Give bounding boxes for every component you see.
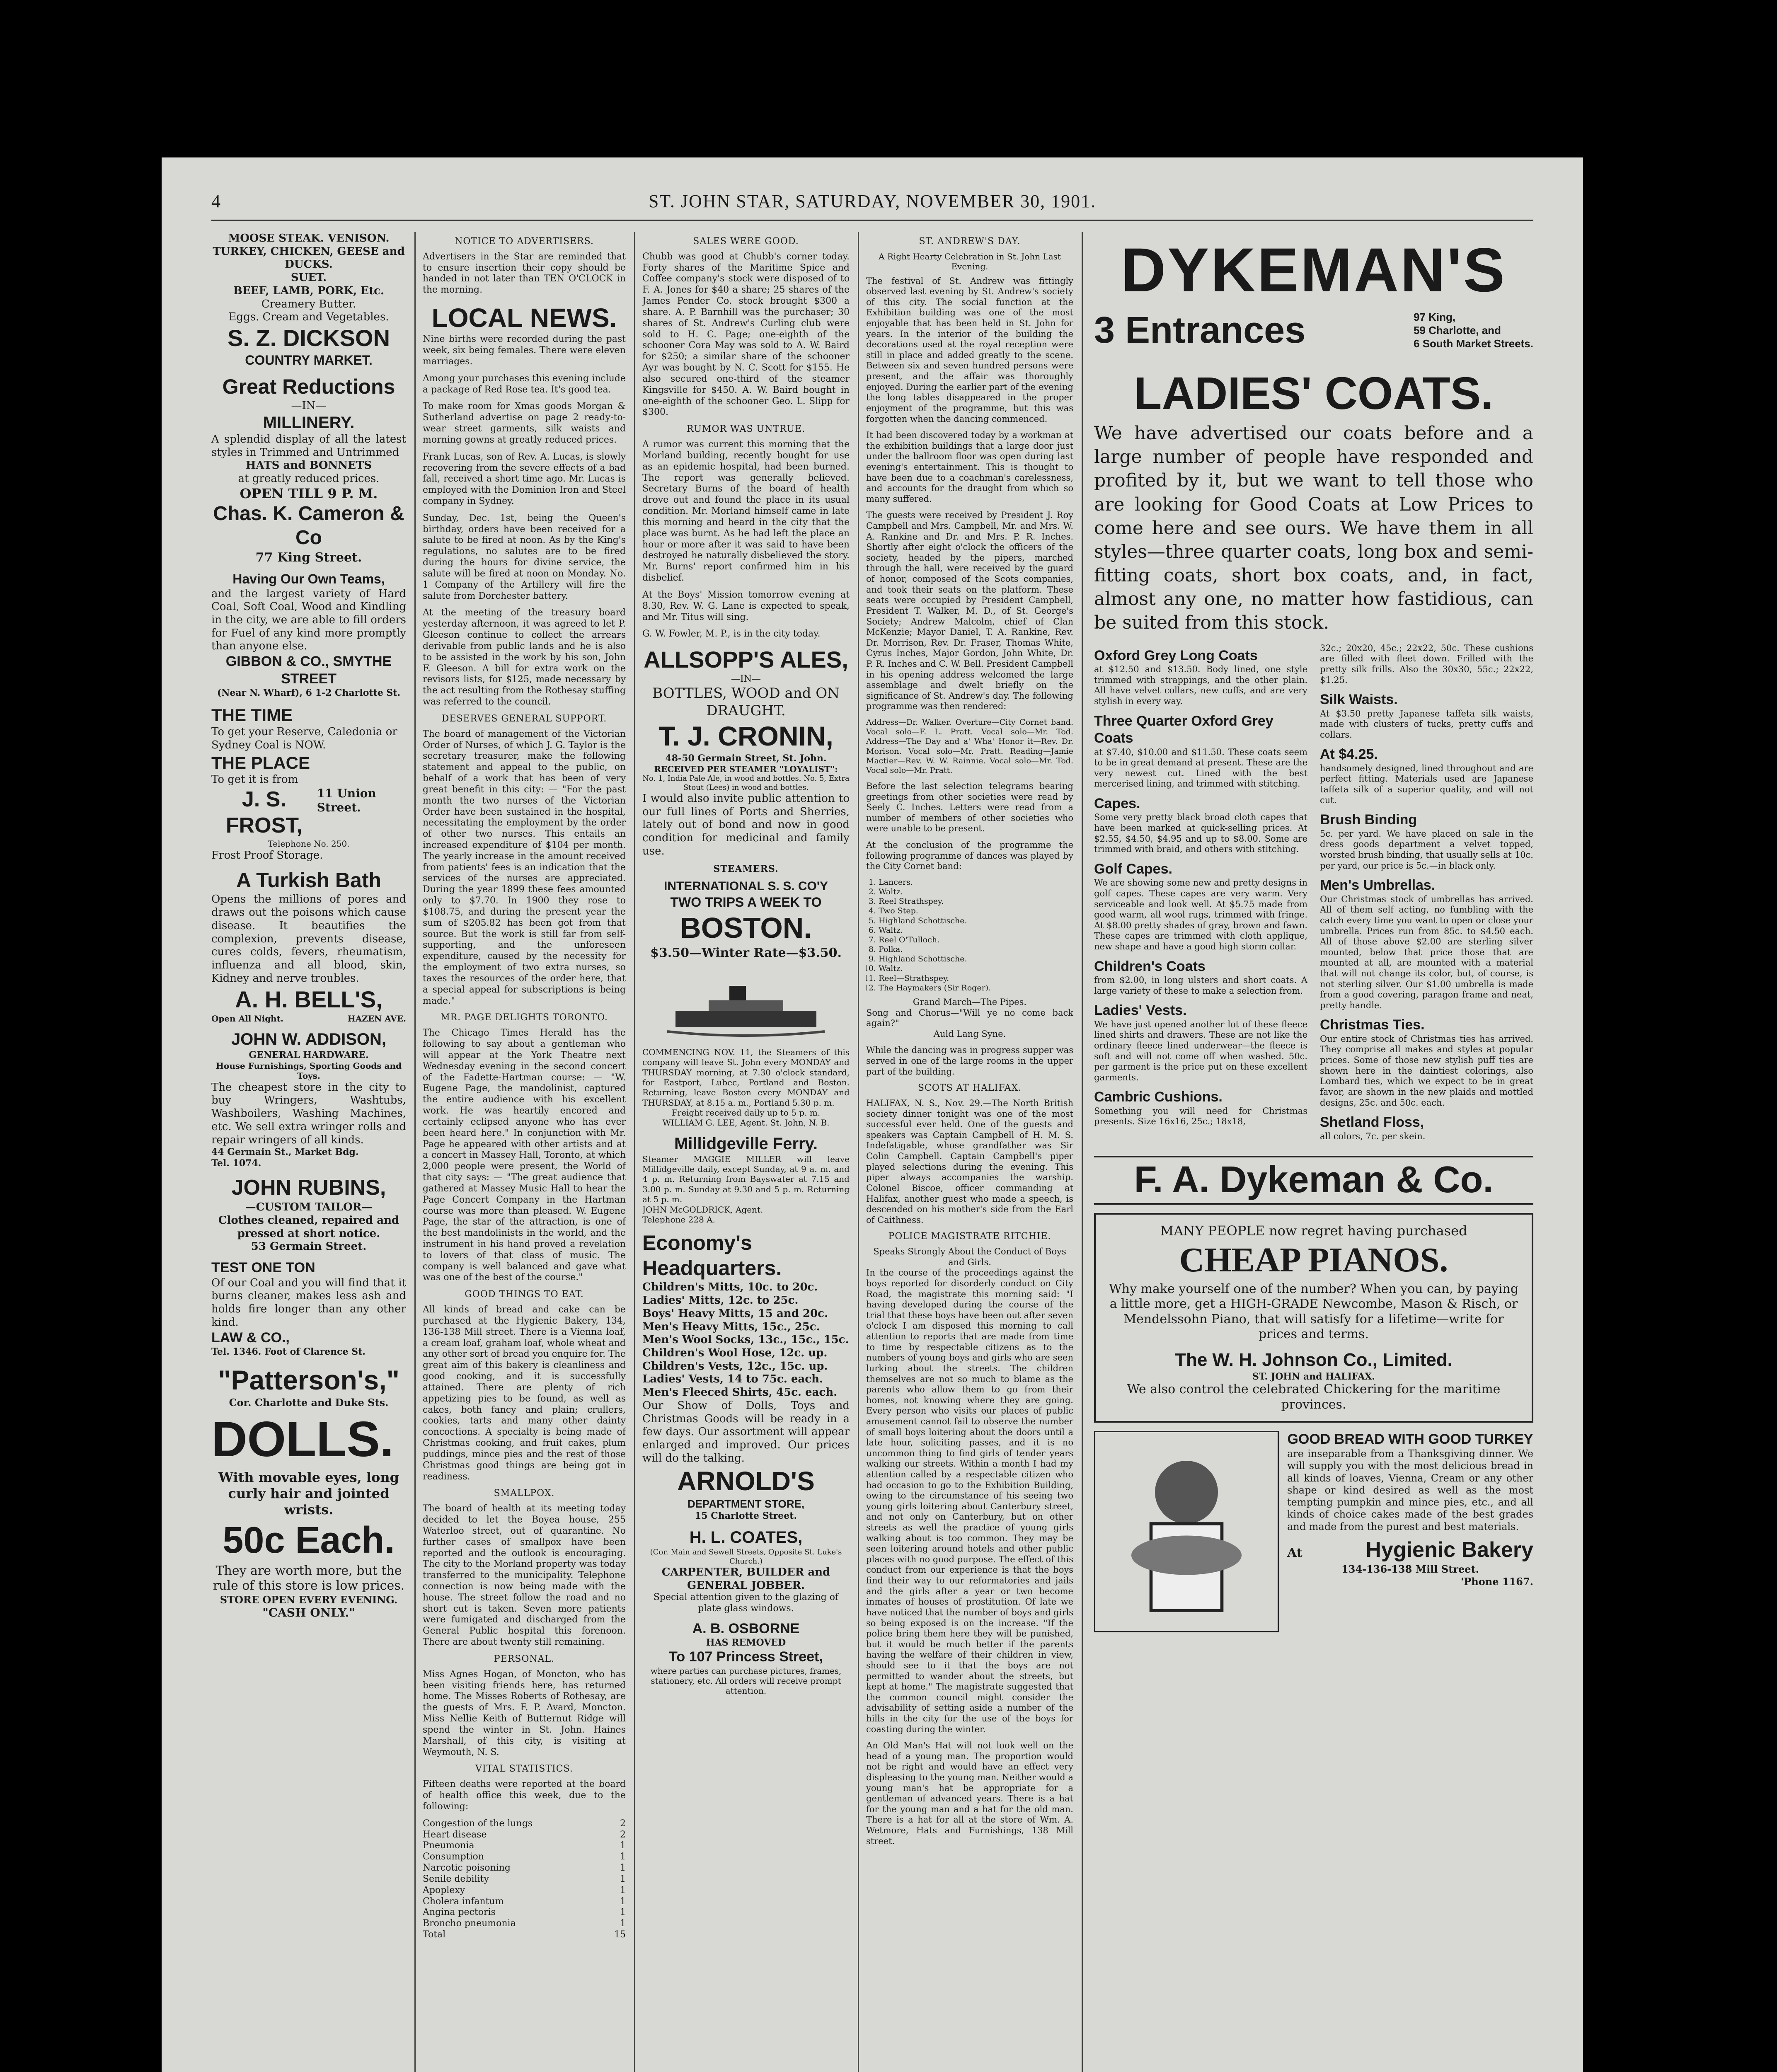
dykeman-item-head: Men's Umbrellas. xyxy=(1320,877,1436,893)
news-paragraph: At the Boys' Mission tomorrow evening at 8.30, Rev. W. G. Lane is expected to speak, and Mr. Titus will sing. xyxy=(642,589,850,622)
price-item: Children's Vests, 12c., 15c. up. xyxy=(642,1360,828,1372)
price-item: Children's Wool Hose, 12c. up. xyxy=(642,1346,828,1359)
ad-title: Millidgeville Ferry. xyxy=(674,1134,818,1153)
ad-body: No. 1, India Pale Ale, in wood and bottles. No. 5, Extra Stout (Lees) in wood and bottles. xyxy=(642,774,850,792)
masthead-rule xyxy=(211,220,1533,221)
ad-body: Special attention given to the glazing of plate glass windows. xyxy=(653,1592,839,1614)
dykeman-item xyxy=(1094,1089,1307,1127)
section-heading: GOOD THINGS TO EAT. xyxy=(465,1289,584,1300)
ad-name: BOSTON. xyxy=(680,911,812,944)
ad-name: ARNOLD'S xyxy=(677,1466,815,1496)
dance-item: 6. Waltz. xyxy=(879,926,1073,935)
programme-list: Address—Dr. Walker. Overture—City Cornet band. Vocal solo—F. L. Pratt. Vocal solo—Mr. Tod. Address—The Day and a' Wha' Honor it—Rev. Dr. Morison. Vocal solo—Mr. Pratt. Reading—Jamie Mactier—Rev. W. W. Rainnie. Vocal solo—Mr. Tod. Vocal solo—Mr. Pratt. xyxy=(866,717,1073,775)
news-paragraph: The guests were received by President J. Roy Campbell and Mrs. Campbell, Mr. and Mrs. W. A. Rankine and Dr. and Mrs. P. R. Inches. Shortly after eight o'clock the officers of the society, headed by the pipers, marched through the hall, were received by the guard of honor, composed of the Scots companies, and took their seats on the platform. These seats were occupied by President Campbell, President T. Walker, M. D., of St. George's Society; Andrew Malcolm, chief of Clan McKenzie; Mayor Daniel, T. A. Rankine, Rev. Dr. Morrison, Rev. Dr. Fraser, Thomas White, Cyrus Inches, Major Gordon, John White, Dr. P. R. Inches and C. W. Bell. President Campbell in his opening address welcomed the large assemblage and dwelt briefly on the significance of St. Andrew's day. The following programme was then rendered: xyxy=(866,510,1073,712)
section-heading: PERSONAL. xyxy=(494,1653,555,1664)
vital-count: 1 xyxy=(620,1852,626,1862)
dance-item: 4. Two Step. xyxy=(879,906,1073,916)
ad-line: ST. JOHN and HALIFAX. xyxy=(1252,1371,1375,1382)
law-ad xyxy=(211,1259,406,1358)
ad-body: To get it is from xyxy=(211,773,298,786)
masthead xyxy=(162,191,1583,224)
masthead-title: ST. JOHN STAR, SATURDAY, NOVEMBER 30, 1901. xyxy=(648,191,1097,211)
vital-cause: Angina pectoris xyxy=(423,1907,496,1918)
ad-line: Creamery Butter. xyxy=(261,298,356,310)
price-item: Ladies' Mitts, 12c. to 25c. xyxy=(642,1294,799,1307)
price-item: Men's Heavy Mitts, 15c., 25c. xyxy=(642,1320,820,1333)
news-paragraph: All kinds of bread and cake can be purchased at the Hygienic Bakery, 134, 136-138 Mill street. There is a Vienna loaf, a cream loaf, graham loaf, whole wheat and any other sort of bread you enquire for. The great aim of this bakery is cleanliness and good cooking, and it is successfully attained. There are plenty of rich appetizing pies to be found, as well as cakes, both fancy and plain; crullers, cookies, tarts and many other dainty concoctions. A specialty is being made of Christmas cooking, and fruit cakes, plum puddings, mince pies and the rest of those Christmas good things are being got in readiness. xyxy=(423,1305,626,1482)
dykeman-item-body: We have just opened another lot of these fleece lined shirts and drawers. These are not like the ordinary fleece lined underwear—the fleece is soft and will not come off when washed. 50c. per garment is the price put on these excellent garments. xyxy=(1094,1019,1307,1082)
dykeman-item xyxy=(1094,647,1307,707)
dance-list xyxy=(879,878,1073,993)
vital-row xyxy=(423,1874,626,1885)
dykeman-item xyxy=(1094,1002,1307,1083)
ad-name: J. S. FROST, xyxy=(225,787,303,838)
programme-item: Song and Chorus—"Will ye no come back again?" xyxy=(866,1007,1073,1029)
ad-line: (Cor. Main and Sewell Streets, Opposite St. Luke's Church.) xyxy=(650,1547,842,1566)
news-paragraph: Sunday, Dec. 1st, being the Queen's birthday, orders have been received for a salute to be fired at noon. As by the King's regulations, no salutes are to be fired during the hours for divine service, the salute will be fired at noon on Monday. No. 1 Company of the Artillery will fire the salute from Dorchester battery. xyxy=(423,513,626,601)
dykeman-item-head: At $4.25. xyxy=(1320,746,1378,762)
dance-item: 5. Highland Schottische. xyxy=(879,916,1073,926)
ladies-coats-body: We have advertised our coats before and a large number of people have responded and profited by it, but we want to tell those who are looking for Good Coats at Low Prices to come here and see ours. We have them in all styles—three quarter coats, long box and semi-fitting coats, short box coats, and, in fact, almost any one, no matter how fastidious, can be suited from this stock. xyxy=(1094,422,1533,634)
ad-body: where parties can purchase pictures, frames, stationery, etc. All orders will receive prompt attention. xyxy=(650,1665,842,1696)
patterson-ad xyxy=(211,1363,406,1620)
dykeman-item-head: Capes. xyxy=(1094,795,1140,811)
dance-item: 11. Reel—Strathspey. xyxy=(879,974,1073,983)
news-paragraph: It had been discovered today by a workman at the exhibition buildings that a large door just under the ballroom floor was open during last evening's entertainment. This is thought to have been due to a coachman's carelessness, and accounts for the draught from which so many suffered. xyxy=(866,430,1073,504)
news-paragraph: The Chicago Times Herald has the following to say about a gentleman who will appear at the York Theatre next Wednesday evening in the second concert of the Fadette-Hartman course: — "W. Eugene Page, the mandolinist, captured the entire audience with his excellent work. He was heartily encored and certainly eclipsed anyone who has ever been heard here." In conjunction with Mr. Page he appeared with other artists and at a concert in Massey Hall, Toronto, at which 2,000 people were present, the World of that city says: — "The great audience that gathered at Massey Music Hall to hear the Page Concert Company in the Hartman course was more than pleased. W. Eugene Page, the star of the attraction, is one of the best mandolinists in the world, and the instrument in his hand proved a revelation to lovers of that class of music. The company is well balanced and gave what was one of the best of the course." xyxy=(423,1028,626,1283)
dykeman-item-body: Some very pretty black broad cloth capes that have been marked at quick-selling prices. At $2.55, $4.50, $4.95 and up to $8.00. Some are trimmed with braid, and others with stitching. xyxy=(1094,812,1307,854)
section-heading: SCOTS AT HALIFAX. xyxy=(918,1083,1022,1094)
section-heading: STEAMERS. xyxy=(713,864,779,875)
ad-name: JOHN W. ADDISON, xyxy=(231,1030,387,1049)
dykeman-right-column xyxy=(1320,643,1533,1148)
ad-line: JOHN McGOLDRICK, Agent. xyxy=(642,1204,763,1215)
vital-cause: Narcotic poisoning xyxy=(423,1863,511,1874)
column-5 xyxy=(1094,232,1533,2072)
vital-row xyxy=(423,1885,626,1896)
ad-body: and the largest variety of Hard Coal, Soft Coal, Wood and Kindling in the city, we are able to fill orders for Fuel of any kind more promptly than anyone else. xyxy=(211,587,406,653)
ad-line: HAS REMOVED xyxy=(706,1637,786,1648)
dykeman-item xyxy=(1094,861,1307,952)
vital-row xyxy=(423,1896,626,1907)
ad-line: STORE OPEN EVERY EVENING. xyxy=(220,1594,398,1606)
ad-line: 53 Germain Street. xyxy=(251,1240,367,1253)
vital-cause: Consumption xyxy=(423,1852,484,1862)
ad-line: 77 King Street. xyxy=(255,550,362,565)
dykeman-item-body: from $2.00, in long ulsters and short coats. A large variety of these to make a selection from. xyxy=(1094,975,1307,996)
ad-sub: CARPENTER, BUILDER and GENERAL JOBBER. xyxy=(661,1566,830,1592)
vital-count: 1 xyxy=(620,1907,626,1918)
ad-line: 44 Germain St., Market Bdg. xyxy=(211,1147,359,1158)
vital-count: 1 xyxy=(620,1840,626,1851)
column-rule xyxy=(634,232,635,2072)
ad-sub: DRAUGHT. xyxy=(706,702,786,719)
ad-title: A Turkish Bath xyxy=(236,869,382,892)
dickson-ad xyxy=(211,232,406,368)
news-paragraph: An Old Man's Hat will not look well on the head of a young man. The proportion would not be right and would have an effect very displeasing to the young man. Neither would a young man's hat be appropriate for a gentleman of advanced years. There is a hat for the young man and a hat for the old man. There is a hat for all at the store of Wm. A. Wetmore, Hats and Furnishings, 138 Mill street. xyxy=(866,1740,1073,1846)
column-rule xyxy=(414,232,416,2072)
programme-item: Grand March—The Pipes. xyxy=(913,997,1027,1007)
coates-ad xyxy=(642,1527,850,1615)
vital-row xyxy=(423,1863,626,1874)
vital-row xyxy=(423,1840,626,1852)
ad-line: OPEN TILL 9 P. M. xyxy=(240,485,378,501)
vital-row xyxy=(423,1918,626,1929)
steamship-illustration xyxy=(667,961,825,1044)
news-paragraph: A rumor was current this morning that the Morland building, recently bought for use as an epidemic hospital, had been burned. The report was generally believed. Secretary Burns of the board of health drove out and found the place in its usual condition. Mr. Morland himself came in late this morning and heard in the city that the place was burnt. As he had left the place an hour or more after it was said to have been destroyed he naturally disbelieved the story. Mr. Burns' report confirmed him in his disbelief. xyxy=(642,439,850,583)
ad-body: The cheapest store in the city to buy Wringers, Washtubs, Washboilers, Washing Machines, etc. We sell extra wringer rolls and repair wringers of all kinds. xyxy=(211,1081,406,1146)
international-ad xyxy=(642,879,850,1128)
ad-name: A. B. OSBORNE xyxy=(692,1620,800,1636)
dykeman-item xyxy=(1320,643,1533,685)
vital-count: 1 xyxy=(620,1874,626,1884)
vital-count: 1 xyxy=(620,1896,626,1907)
section-heading: SMALLPOX. xyxy=(494,1488,555,1499)
news-paragraph: At the meeting of the treasury board yesterday afternoon, it was agreed to let P. Gleeson continue to collect the arrears derivable from public lands and he is also to be assisted in the work by his son, John F. Gleeson. A bill for extra work on the revisors lists, for $125, made necessary by the act resulting from the Rothesay stuffing was referred to the council. xyxy=(423,608,626,707)
ad-name: Hygienic Bakery xyxy=(1365,1537,1533,1562)
ad-sub: BOTTLES, WOOD and ON xyxy=(652,685,840,702)
ad-line: 'Phone 1167. xyxy=(1460,1575,1533,1588)
price-item: Children's Mitts, 10c. to 20c. xyxy=(642,1281,818,1294)
ladies-coats-title: LADIES' COATS. xyxy=(1134,368,1494,419)
dykeman-item xyxy=(1094,795,1307,855)
vital-cause: Total xyxy=(423,1929,446,1940)
ad-sub: MILLINERY. xyxy=(263,414,355,432)
dykeman-item-body: 5c. per yard. We have placed on sale in the dress goods department a velvet topped, worsted brush binding, that usually sells at 10c. per yard, our price is 5c.—in black only. xyxy=(1320,828,1533,871)
bakery-ad xyxy=(1094,1431,1533,1632)
vital-count: 2 xyxy=(620,1829,626,1840)
allsopp-ad xyxy=(642,646,850,858)
section-heading: MR. PAGE DELIGHTS TORONTO. xyxy=(441,1012,608,1023)
section-heading: NOTICE TO ADVERTISERS. xyxy=(455,236,594,247)
programme-item: Auld Lang Syne. xyxy=(933,1029,1006,1039)
ad-line: 15 Charlotte Street. xyxy=(695,1510,797,1522)
ad-body: To get your Reserve, Caledonia or Sydney Coal is NOW. xyxy=(211,726,397,751)
ad-line: $3.50—Winter Rate—$3.50. xyxy=(650,946,842,961)
news-paragraph: Nine births were recorded during the past week, six being females. There were eleven marriages. xyxy=(423,334,626,367)
ad-title: THE TIME xyxy=(211,705,293,725)
dance-item: 2. Waltz. xyxy=(879,887,1073,897)
section-heading: RUMOR WAS UNTRUE. xyxy=(686,424,806,435)
dykeman-item-head: Brush Binding xyxy=(1320,812,1417,828)
dykeman-item-body: Our entire stock of Christmas ties has arrived. They comprise all makes and styles at popular prices. Some of those new stylish puff ties are shown here in the daintiest colorings, also Lombard ties, which we expect to be in great favor, are shown in the new plaids and mottled designs, 25c. and 50c. each. xyxy=(1320,1034,1533,1108)
ad-body: They are worth more, but the rule of this store is low prices. xyxy=(213,1563,405,1593)
ad-title: Having Our Own Teams, xyxy=(232,571,385,587)
ad-line: MOOSE STEAK. VENISON. xyxy=(228,232,390,244)
news-paragraph: The board of management of the Victorian Order of Nurses, of which J. G. Taylor is the secretary treasurer, make the following statement and appeal to the public, on behalf of a work that has been of very great benefit in this city: — "For the past month the two nurses of the Victorian Order have been sustained in the hospital, necessitating the employment by the order of other two nurses. This entails an increased expenditure of $104 per month. The yearly increase in the amount received from patients' fees is an indication that the services of the nurses are appreciated. During the year 1899 these fees amounted only to $7.70. In 1900 they rose to $108.75, and during the present year the sum of $205.82 has been got from that source. But the work is still far from self-supporting, and the unforeseen expenditure, caused by the necessity for the employment of two extra nurses, so taxes the resources of the order here, that a special appeal for subscriptions is being made." xyxy=(423,729,626,1006)
ad-title: THE PLACE xyxy=(211,753,310,772)
ad-body: We also control the celebrated Chickering for the maritime provinces. xyxy=(1127,1382,1501,1412)
vital-cause: Pneumonia xyxy=(423,1840,475,1851)
section-heading: DESERVES GENERAL SUPPORT. xyxy=(441,713,607,724)
dykeman-item xyxy=(1320,691,1533,740)
price-item: Boys' Heavy Mitts, 15 and 20c. xyxy=(642,1307,828,1320)
millinery-ad xyxy=(211,374,406,565)
gibbon-ad xyxy=(211,571,406,698)
vital-cause: Broncho pneumonia xyxy=(423,1918,516,1929)
ad-sub: COUNTRY MARKET. xyxy=(245,353,373,368)
vital-row xyxy=(423,1929,626,1941)
ad-line: 134-136-138 Mill Street. xyxy=(1341,1563,1479,1576)
dykeman-title: DYKEMAN'S xyxy=(1121,235,1507,305)
news-paragraph: Chubb was good at Chubb's corner today. Forty shares of the Maritime Spice and Coffee company's stock were disposed of to F. A. Jones for $40 a share; 25 shares of the James Pender Co. stock brought $300 a share. A. P. Barnhill was the purchaser; 30 shares of St. Andrew's Curling club were sold to H. C. Page; one-eighth of the schooner Cora May was sold to A. W. Baird for $250; a similar share of the schooner Ayr was bought by N. C. Scott for $155. He also secured one-third of the steamer Kingsville for $450. A. W. Baird bought in one-eighth of the schooner Geo. L. Slipp for $300. xyxy=(642,251,850,418)
dykeman-item xyxy=(1094,958,1307,997)
ad-body: Our Show of Dolls, Toys and Christmas Goods will be ready in a few days. Our assortment will appear enlarged and improved. Our prices will do the talking. xyxy=(642,1399,850,1464)
ad-body: Steamer MAGGIE MILLER will leave Millidgeville daily, except Sunday, at 9 a. m. and 4 p. m. Returning from Bayswater at 7.15 and 3.00 p. m. Sunday at 9.30 and 5 p. m. Returning at 5 p. m. xyxy=(642,1154,850,1205)
ad-name: JOHN RUBINS, xyxy=(231,1175,386,1200)
section-subheading: Speaks Strongly About the Conduct of Boys and Girls. xyxy=(873,1247,1066,1267)
vital-count: 2 xyxy=(620,1818,626,1829)
ad-title: TEST ONE TON xyxy=(211,1260,315,1276)
vital-count: 15 xyxy=(614,1929,626,1940)
column-1 xyxy=(211,232,406,2072)
ad-line: House Furnishings, Sporting Goods and Toys. xyxy=(216,1060,402,1081)
vital-count: 1 xyxy=(620,1918,626,1929)
news-paragraph: In the course of the proceedings against the boys reported for disorderly conduct on City Road, the magistrate this morning said: "I having developed during the course of the trial that these boys have been out after seven o'clock I am disposed this morning to call attention to reports that are made from time to time by respectable citizens as to the numbers of young boys and girls who are seen lurking about the streets. The children themselves are not so much to blame as the parents who allow them to go from their homes, not knowing where they are going. Every person who visits our places of public amusement cannot fail to observe the number of small boys loitering about the doors until a late hour, soliciting passes, and it is no uncommon thing to find girls of tender years walking our streets. Within a month I had my attention called by a respectable citizen who had occasion to go to the Exhibition Building, owing to the circumstance of his seeing two young girls loitering about Canterbury street, and not only on Canterbury, but on other streets as well the practice of young girls walking about is too common. They may be seen loitering around hotels and other public places with no good purpose. The effect of this conduct from our experience is that the boys find their way to our reformatories and jails and the girls after a year or two become inmates of houses of prostitution. Of late we have noticed that the number of boys and girls so being exposed is on the increase. "If the police bring them here they will be punished, but it would be much better if the parents having the welfare of their children in view, should see to it that the boys are not permitted to wander about the streets, but kept at home." The magistrate suggested that the common council might consider the advisability of setting aside a number of the hills in the city for the use of the boys for coasting during the winter. xyxy=(866,1268,1073,1734)
dykeman-item-head: Shetland Floss, xyxy=(1320,1114,1424,1130)
column-3 xyxy=(642,232,850,2072)
ad-title: CHEAP PIANOS. xyxy=(1179,1241,1448,1280)
price-item: Ladies' Vests, 14 to 75c. each. xyxy=(642,1373,823,1386)
ad-body: Why make yourself one of the number? When you can, by paying a little more, get a HIGH-GRADE Newcombe, Mason & Risch, or Mendelssohn Piano, that will satisfy for a lifetime—write for prices and terms. xyxy=(1109,1281,1519,1342)
ad-name: LAW & CO., xyxy=(211,1329,290,1346)
ad-body: A splendid display of all the latest styles in Trimmed and Untrimmed xyxy=(211,433,406,459)
column-rule xyxy=(1082,232,1083,2072)
price-label: 50c Each. xyxy=(223,1520,395,1561)
dance-item: 9. Highland Schottische. xyxy=(879,954,1073,964)
column-4 xyxy=(866,232,1073,2072)
dykeman-item-body: Something you will need for Christmas presents. Size 16x16, 25c.; 18x18, xyxy=(1094,1106,1307,1127)
dykeman-item-head: Children's Coats xyxy=(1094,958,1206,974)
ad-line: HATS and BONNETS xyxy=(245,459,372,472)
vital-cause: Senile debility xyxy=(423,1874,489,1884)
address-line: 6 South Market Streets. xyxy=(1414,337,1533,350)
ad-name: The W. H. Johnson Co., Limited. xyxy=(1175,1349,1453,1370)
news-paragraph: Among your purchases this evening include a package of Red Rose tea. It's good tea. xyxy=(423,373,626,395)
notice-body: Advertisers in the Star are reminded that to ensure insertion their copy should be handed in not later than TEN O'CLOCK in the morning. xyxy=(423,251,626,295)
news-paragraph: At the conclusion of the programme the following programme of dances was played by the City Cornet band: xyxy=(866,840,1073,871)
ad-line: 11 Union Street. xyxy=(317,786,376,814)
address-line: 59 Charlotte, and xyxy=(1414,324,1501,337)
vital-row xyxy=(423,1907,626,1918)
ad-title: GOOD BREAD WITH GOOD TURKEY xyxy=(1287,1431,1533,1447)
ad-line: Cor. Charlotte and Duke Sts. xyxy=(229,1397,389,1409)
ad-line: Telephone No. 250. xyxy=(268,839,350,849)
frost-ad xyxy=(211,704,406,862)
dance-item: 10. Waltz. xyxy=(879,964,1073,973)
news-paragraph: Miss Agnes Hogan, of Moncton, who has been visiting friends here, has returned home. The Misses Roberts of Rothesay, are the guests of Mrs. F. P. Avard, Moncton. Miss Nellie Keith of Butternut Ridge will spend the winter in St. John. Haines Marshall, of this city, is visiting at Weymouth, N. S. xyxy=(423,1669,626,1757)
ad-name: S. Z. DICKSON xyxy=(227,325,390,351)
dykeman-item-head: Christmas Ties. xyxy=(1320,1017,1425,1033)
price-list xyxy=(642,1281,850,1399)
vital-row xyxy=(423,1818,626,1830)
ad-sub: DEPARTMENT STORE, xyxy=(687,1497,805,1510)
ad-body: Opens the millions of pores and draws out the poisons which cause disease. It beautifies the complexion, prevents disease, cures colds, fevers, rheumatism, influenza and all blood, skin, Kidney and nerve troubles. xyxy=(211,893,406,985)
dykeman-item-head: Three Quarter Oxford Grey Coats xyxy=(1094,713,1273,746)
ad-name: H. L. COATES, xyxy=(689,1528,803,1547)
dykeman-item xyxy=(1320,1017,1533,1108)
ad-title: DOLLS. xyxy=(211,1411,394,1467)
ad-title: INTERNATIONAL S. S. CO'Y xyxy=(663,879,828,893)
rubins-ad xyxy=(211,1175,406,1254)
vital-statistics-table xyxy=(423,1818,626,1941)
section-heading: ST. ANDREW'S DAY. xyxy=(919,236,1021,247)
pianos-ad xyxy=(1094,1213,1533,1423)
ad-body: are inseparable from a Thanksgiving dinner. We will supply you with the most delicious bread in all kinds of loaves, Vienna, Cream or any other shape or kind desired as well as the most tempting pumpkin and mince pies, etc., and all kinds of choice cakes made of the best grades and made from the purest and best materials. xyxy=(1287,1448,1533,1532)
ad-title: ALLSOPP'S ALES, xyxy=(644,646,848,673)
ad-line: TURKEY, CHICKEN, GEESE and DUCKS. xyxy=(213,245,405,271)
ad-body: I would also invite public attention to our full lines of Ports and Sherries, lately out of bond and now in good condition for medicinal and family use. xyxy=(642,792,850,857)
ad-line: (Near N. Wharf), 6 1-2 Charlotte St. xyxy=(217,687,401,699)
ad-line: BEEF, LAMB, PORK, Etc. xyxy=(233,284,385,297)
ad-line: Frost Proof Storage. xyxy=(211,849,323,862)
section-subheading: A Right Hearty Celebration in St. John Last Evening. xyxy=(879,251,1061,272)
ad-title: Economy's Headquarters. xyxy=(642,1231,782,1280)
ad-line: Tel. 1074. xyxy=(211,1158,261,1169)
section-heading: POLICE MAGISTRATE RITCHIE. xyxy=(888,1231,1051,1242)
vital-row xyxy=(423,1830,626,1841)
dykeman-item xyxy=(1094,713,1307,789)
dance-item: 3. Reel Strathspey. xyxy=(879,897,1073,906)
dykeman-item-head: Silk Waists. xyxy=(1320,692,1398,708)
dykeman-item xyxy=(1320,811,1533,871)
vital-cause: Cholera infantum xyxy=(423,1896,504,1907)
news-paragraph: G. W. Fowler, M. P., is in the city today. xyxy=(642,629,821,639)
addison-ad xyxy=(211,1029,406,1169)
dykeman-item-body: handsomely designed, lined throughout and are perfect fitting. Materials used are Japanese taffeta silk of a superior quality, and will not cut. xyxy=(1320,763,1533,805)
osborne-ad xyxy=(642,1620,850,1696)
ad-name: GIBBON & CO., SMYTHE STREET xyxy=(225,654,392,687)
dykeman-firm: F. A. Dykeman & Co. xyxy=(1094,1156,1533,1205)
ad-line: Freight received daily up to 5 p. m. xyxy=(671,1108,821,1118)
dykeman-item-body: 32c.; 20x20, 45c.; 22x22, 50c. These cushions are filled with fleet down. Frilled with the pretty silk frills. Also the 30x30, 55c.; 22x22, $1.25. xyxy=(1320,643,1533,685)
dykeman-item-body: at $12.50 and $13.50. Body lined, one style trimmed with strappings, and the other plain. All have velvet collars, new cuffs, and are very stylish in every way. xyxy=(1094,664,1307,706)
ad-name: T. J. CRONIN, xyxy=(659,721,833,752)
ad-name: "Patterson's," xyxy=(218,1364,399,1395)
ad-line: WILLIAM G. LEE, Agent. St. John, N. B. xyxy=(662,1118,830,1128)
news-paragraph: The board of health at its meeting today decided to let the Boyea house, 255 Waterloo street, out of quarantine. No further cases of smallpox have been reported and the outlook is encouraging. The city to the Morland property was today transferred to the municipality. Telephone connection is now being made with the house. The street follow the road and no short cut is taken. Seven more patients were fumigated and discharged from the General Public hospital this forenoon. There are about twenty still remaining. xyxy=(423,1503,626,1648)
ad-name: Chas. K. Cameron & Co xyxy=(213,502,404,549)
ad-sub: To 107 Princess Street, xyxy=(669,1649,823,1665)
vital-cause: Congestion of the lungs xyxy=(423,1818,533,1829)
ad-line: SUET. xyxy=(291,271,327,284)
ad-body: Clothes cleaned, repaired and pressed at short notice. xyxy=(218,1214,399,1240)
ad-title: Great Reductions xyxy=(222,375,395,399)
ad-line: HAZEN AVE. xyxy=(347,1013,406,1024)
ad-line: —IN— xyxy=(731,674,761,685)
ad-line: RECEIVED PER STEAMER "LOYALIST": xyxy=(654,764,838,774)
news-paragraph: Frank Lucas, son of Rev. A. Lucas, is slowly recovering from the severe effects of a bad fall, received a short time ago. Mr. Lucas is employed with the Dominion Iron and Steel company in Sydney. xyxy=(423,451,626,506)
baker-illustration xyxy=(1094,1431,1279,1632)
news-paragraph: To make room for Xmas goods Morgan & Sutherland advertise on page 2 ready-to-wear street garments, silk waists and morning gowns at greatly reduced prices. xyxy=(423,401,626,445)
ad-line: Open All Night. xyxy=(211,1013,283,1024)
entrances-label: 3 Entrances xyxy=(1094,310,1306,351)
ad-sub: GENERAL HARDWARE. xyxy=(249,1050,369,1061)
dance-item: 12. The Haymakers (Sir Roger). xyxy=(879,983,1073,993)
vital-count: 1 xyxy=(620,1863,626,1874)
ad-sub: TWO TRIPS A WEEK TO xyxy=(670,894,822,910)
millidgeville-ad xyxy=(642,1134,850,1225)
ad-line: At xyxy=(1287,1545,1302,1560)
dykeman-items xyxy=(1094,643,1533,1148)
page-number: 4 xyxy=(211,191,221,211)
dykeman-item-body: Our Christmas stock of umbrellas has arrived. All of them self acting, no fumbling with the catch every time you want to open or close your umbrella. Prices run from 85c. to $4.50 each. All of those above $2.00 are sterling silver mounted, below that price those that are mounted at all, are mounted with a material that will not change its color, but, of course, is not sterling silver. Our $1.00 umbrella is made from a good covering, paragon frame and neat, pretty handle. xyxy=(1320,894,1533,1010)
turkish-bath-ad xyxy=(211,868,406,1024)
news-paragraph: Fifteen deaths were reported at the board of health office this week, due to the following: xyxy=(423,1779,626,1812)
dykeman-left-column xyxy=(1094,643,1307,1148)
economy-ad xyxy=(642,1230,850,1522)
section-heading: SALES WERE GOOD. xyxy=(693,236,799,247)
ad-name: A. H. BELL'S, xyxy=(235,986,383,1012)
dykeman-item-body: all colors, 7c. per skein. xyxy=(1320,1131,1426,1141)
section-title: LOCAL NEWS. xyxy=(431,303,617,333)
dykeman-item xyxy=(1320,877,1533,1011)
address-line: 97 King, xyxy=(1414,311,1456,324)
ad-line: Telephone 228 A. xyxy=(642,1215,715,1225)
column-2 xyxy=(423,232,626,2072)
dance-item: 8. Polka. xyxy=(879,945,1073,954)
ad-line: 48-50 Germain Street, St. John. xyxy=(665,753,827,764)
dykeman-item-body: We are showing some new and pretty designs in golf capes. These capes are very warm. Very serviceable and look well. At $5.75 made from good warm, all wool rugs, trimmed with fringe. At $8.00 pretty shades of gray, brown and fawn. These capes are trimmed with cloth applique, new shape and have a good high storm collar. xyxy=(1094,878,1307,951)
news-paragraph: HALIFAX, N. S., Nov. 29.—The North British society dinner tonight was one of the most successful ever held. One of the guests and speakers was Captain Campbell of H. M. S. Indefatigable, whose grandfather was Sir Colin Campbell. Captain Campbell's piper played selections during the evening. This piper always accompanies the warship. Colonel Biscoe, officer commanding at Halifax, another guest who made a speech, is descended on his mother's side from the Earl of Caithness. xyxy=(866,1098,1073,1225)
vital-count: 1 xyxy=(620,1885,626,1895)
newspaper-page xyxy=(162,157,1583,2072)
dykeman-item xyxy=(1320,746,1533,806)
ad-body: With movable eyes, long curly hair and jointed wrists. xyxy=(218,1469,399,1518)
ad-body: Of our Coal and you will find that it burns cleaner, makes less ash and holds fire longer than any other kind. xyxy=(211,1276,406,1329)
dykeman-item xyxy=(1320,1114,1533,1142)
vital-row xyxy=(423,1852,626,1863)
ad-body: COMMENCING NOV. 11, the Steamers of this company will leave St. John every MONDAY and THURSDAY morning, at 7.30 o'clock standard, for Eastport, Lubec, Portland and Boston. Returning, leave Boston every MONDAY and THURSDAY, at 8.15 a. m., Portland 5.30 p. m. xyxy=(642,1047,850,1108)
ad-sub: —CUSTOM TAILOR— xyxy=(245,1201,373,1214)
section-heading: VITAL STATISTICS. xyxy=(475,1764,573,1774)
dykeman-item-head: Golf Capes. xyxy=(1094,861,1172,877)
dykeman-item-body: at $7.40, $10.00 and $11.50. These coats seem to be in great demand at present. These are the very newest cut. Lined with the best mercerised lining, and trimmed with stitching. xyxy=(1094,747,1307,789)
column-rule xyxy=(858,232,859,2072)
ad-line: Tel. 1346. Foot of Clarence St. xyxy=(211,1346,366,1357)
price-item: Men's Fleeced Shirts, 45c. each. xyxy=(642,1386,838,1399)
dykeman-item-head: Ladies' Vests. xyxy=(1094,1002,1187,1019)
ad-line: "CASH ONLY." xyxy=(262,1606,355,1620)
ad-line: —IN— xyxy=(291,399,327,412)
vital-cause: Heart disease xyxy=(423,1829,487,1840)
ad-line: MANY PEOPLE now regret having purchased xyxy=(1160,1223,1467,1239)
dykeman-item-head: Oxford Grey Long Coats xyxy=(1094,647,1258,663)
ad-line: Eggs. Cream and Vegetables. xyxy=(228,311,389,324)
news-paragraph: The festival of St. Andrew was fittingly observed last evening by St. Andrew's society of this city. The social function at the Exhibition building was one of the most enjoyable that has been held in St. John for years. In the interior of the building the decorations used at the royal reception were still in place and added greatly to the scene. Between six and seven hundred persons were present, and the affair was thoroughly enjoyed. During the earlier part of the evening the long tables disappeared in the proper enjoyment of the programme, but this was forgotten when the dancing commenced. xyxy=(866,276,1073,424)
ad-line: at greatly reduced prices. xyxy=(238,472,380,485)
news-paragraph: Before the last selection telegrams bearing greetings from other societies were read by Seely C. Inches. Letters were read from a number of members of other societies who were unable to be present. xyxy=(866,781,1073,834)
dykeman-item-head: Cambric Cushions. xyxy=(1094,1089,1223,1105)
vital-cause: Apoplexy xyxy=(423,1885,465,1895)
news-paragraph: While the dancing was in progress supper was served in one of the large rooms in the upper part of the building. xyxy=(866,1045,1073,1077)
dykeman-item-body: At $3.50 pretty Japanese taffeta silk waists, made with clusters of tucks, pretty cuffs and collars. xyxy=(1320,708,1533,740)
dance-item: 1. Lancers. xyxy=(879,878,1073,887)
dance-item: 7. Reel O'Tulloch. xyxy=(879,935,1073,945)
price-item: Men's Wool Socks, 13c., 15c., 15c. xyxy=(642,1334,849,1346)
